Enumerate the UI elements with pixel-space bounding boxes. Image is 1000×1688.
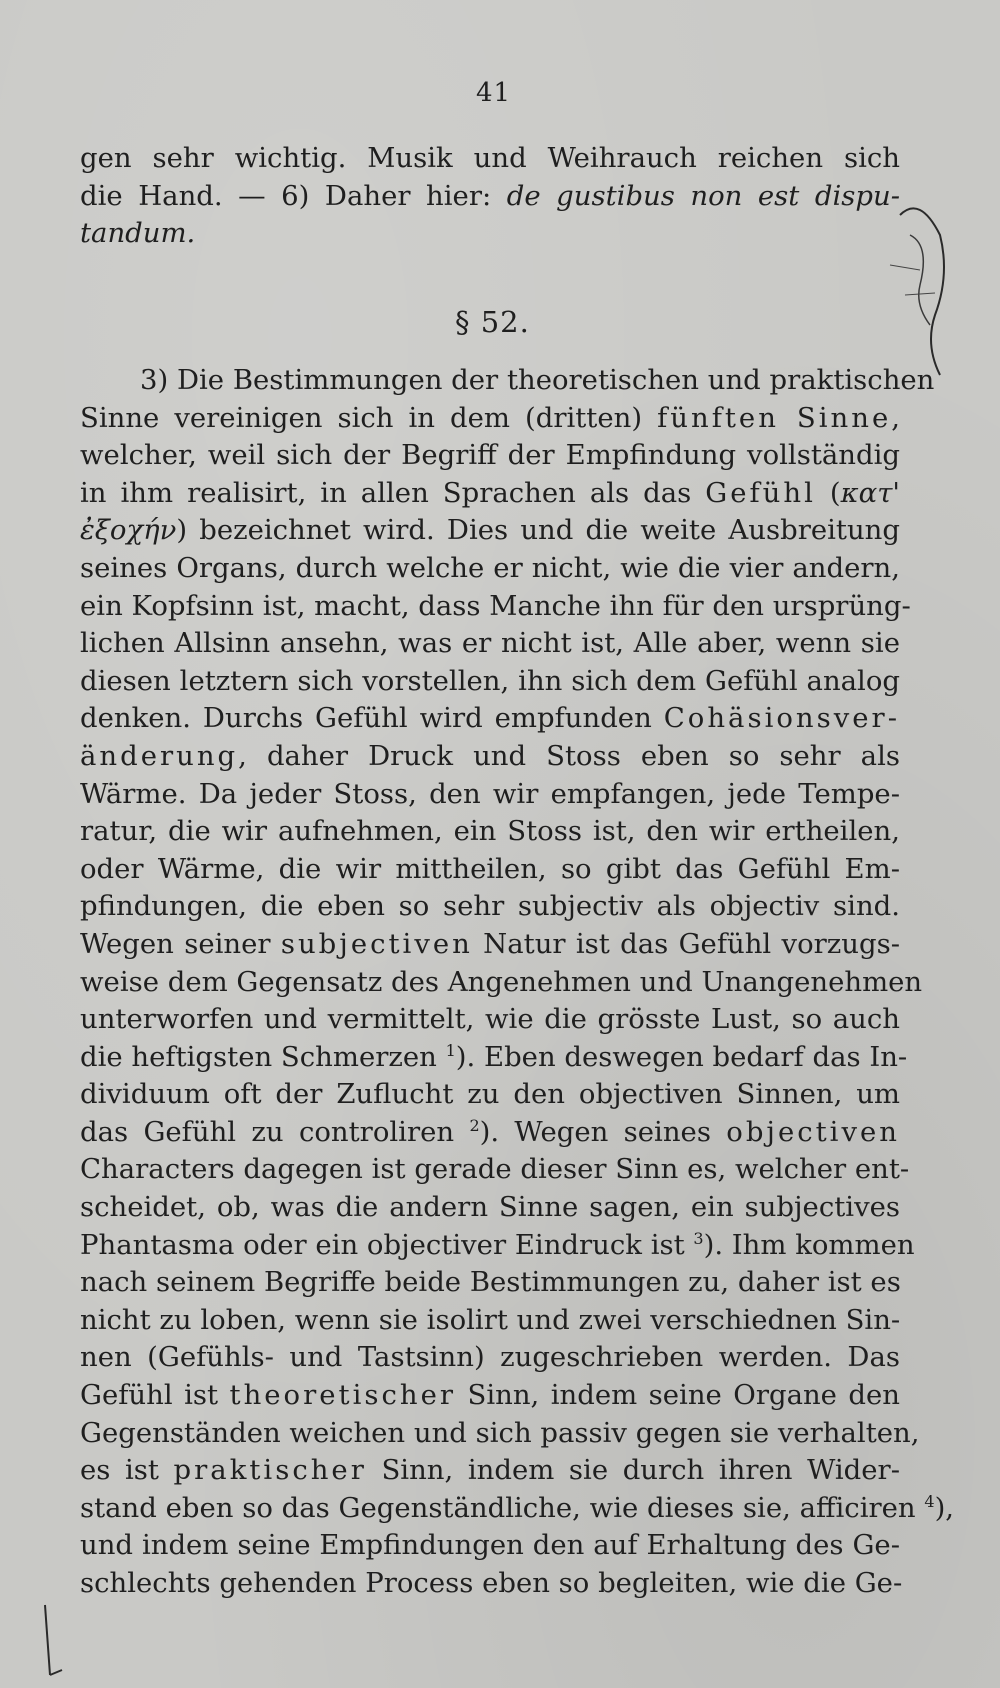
text-line: denken. Durchs Gefühl wird empfunden Cohäsionsver- [80,702,900,735]
text-line: die Hand. — 6) Daher hier: de gustibus non est dispu- [80,179,900,212]
text-line: Sinne vereinigen sich in dem (dritten) fünften Sinne, [80,401,900,434]
text-line: Gegenständen weichen und sich passiv gegen sie verhalten, [80,1416,920,1449]
text-line: weise dem Gegensatz des Angenehmen und Unangenehmen [80,965,923,998]
text-line: Wärme. Da jeder Stoss, den wir empfangen, jede Tempe- [80,777,900,810]
paragraph [80,362,955,1603]
text-line: gen sehr wichtig. Musik und Weihrauch reichen sich [80,142,900,174]
text-line: seines Organs, durch welche er nicht, wie die vier andern, [80,551,900,584]
text-line: tandum. [80,217,196,250]
text-line: dividuum oft der Zuflucht zu den objectiven Sinnen, um [80,1078,900,1111]
text-line: Gefühl ist theoretischer Sinn, indem seine Organe den [80,1379,900,1412]
text-line: und indem seine Empfindungen den auf Erhaltung des Ge- [80,1529,900,1562]
page-number: 41 [476,78,512,108]
text-line: stand eben so das Gegenständliche, wie dieses sie, afficiren $^4$), [80,1491,955,1524]
corner-mark-icon [30,1600,70,1680]
text-line: lichen Allsinn ansehn, was er nicht ist, Alle aber, wenn sie [80,627,900,660]
text-line: nach seinem Begriffe beide Bestimmungen zu, daher ist es [80,1266,901,1299]
text-line: diesen letztern sich vorstellen, ihn sich dem Gefühl analog [80,664,900,697]
text-line: änderung, daher Druck und Stoss eben so sehr als [80,739,900,772]
text-line: Phantasma oder ein objectiver Eindruck ist $^3$). Ihm kommen [80,1228,915,1261]
text-line: nicht zu loben, wenn sie isolirt und zwei verschiednen Sin- [80,1303,901,1336]
text-line: schlechts gehenden Process eben so begleiten, wie die Ge- [80,1567,903,1599]
text-line: die heftigsten Schmerzen $^1$). Eben deswegen bedarf das In- [80,1040,908,1073]
text-line: oder Wärme, die wir mittheilen, so gibt das Gefühl Em- [80,852,900,885]
text-line: Wegen seiner subjectiven Natur ist das Gefühl vorzugs- [80,927,900,960]
text-line: Characters dagegen ist gerade dieser Sinn es, welcher ent- [80,1153,910,1186]
text-line: in ihm realisirt, in allen Sprachen als das Gefühl (κατ' [80,476,900,509]
text-line: es ist praktischer Sinn, indem sie durch ihren Wider- [80,1454,900,1487]
section-heading: § 52. [455,305,530,339]
text-line: nen (Gefühls- und Tastsinn) zugeschrieben werden. Das [80,1341,900,1374]
margin-scribble-icon [880,175,970,385]
text-line: unterworfen und vermittelt, wie die grösste Lust, so auch [80,1003,900,1036]
text-line: ratur, die wir aufnehmen, ein Stoss ist, den wir ertheilen, [80,815,900,848]
text-line: 3) Die Bestimmungen der theoretischen und praktischen [140,364,935,396]
continuation-text [80,140,900,253]
text-line: ein Kopfsinn ist, macht, dass Manche ihn für den ursprüng- [80,589,911,622]
text-line: welcher, weil sich der Begriff der Empfindung vollständig [80,439,900,472]
text-line: pfindungen, die eben so sehr subjectiv als objectiv sind. [80,890,900,923]
text-line: das Gefühl zu controliren $^2$). Wegen seines objectiven [80,1115,900,1148]
text-line: ἐξοχήν) bezeichnet wird. Dies und die weite Ausbreitung [80,514,900,547]
text-line: scheidet, ob, was die andern Sinne sagen, ein subjectives [80,1191,900,1224]
